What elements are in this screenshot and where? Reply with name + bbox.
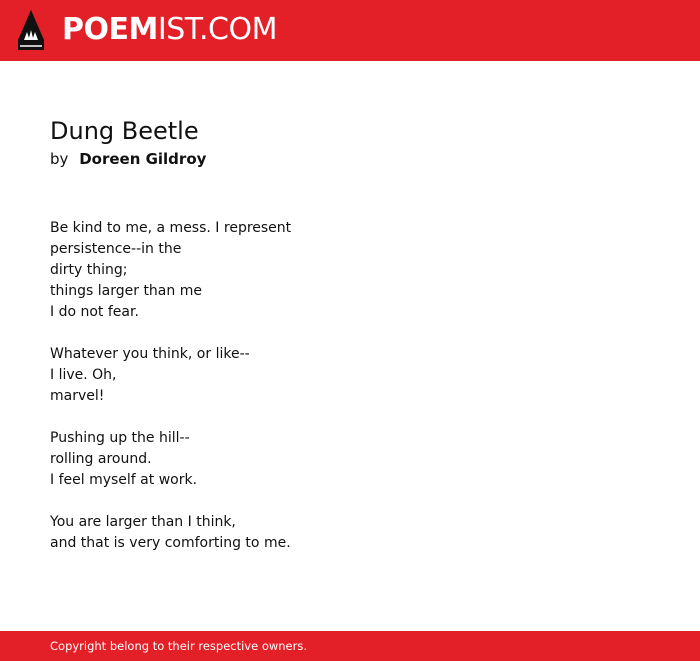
poem-line: Whatever you think, or like-- [50, 346, 250, 362]
poem-line: I feel myself at work. [50, 472, 198, 488]
poem-line: Be kind to me, a mess. I represent [50, 220, 292, 236]
poem-line: rolling around. [50, 451, 152, 467]
poem-line: Pushing up the hill-- [50, 430, 190, 446]
poem-line: dirty thing; [50, 262, 128, 278]
poem-line: You are larger than I think, [50, 514, 236, 530]
poem-line: I do not fear. [50, 304, 139, 320]
poem-title: Dung Beetle [50, 117, 199, 145]
brand-bold: POEM [62, 12, 158, 47]
poem-byline [50, 149, 206, 169]
brand-light: IST.COM [157, 12, 277, 47]
poem-line: and that is very comforting to me. [50, 535, 291, 551]
site-logo-text[interactable] [62, 12, 277, 48]
stanza [50, 218, 450, 323]
poem-line: marvel! [50, 388, 105, 404]
poem-line: I live. Oh, [50, 367, 117, 383]
pencil-tip-icon[interactable] [18, 10, 44, 50]
stanza [50, 428, 450, 491]
author-name[interactable]: Doreen Gildroy [79, 150, 207, 168]
stanza [50, 512, 450, 554]
copyright-text: Copyright belong to their respective owners. [50, 639, 308, 653]
poem-body [50, 218, 450, 575]
poem-line: persistence--in the [50, 241, 182, 257]
by-label: by [50, 150, 69, 168]
site-footer [0, 631, 700, 661]
stanza [50, 344, 450, 407]
site-header [0, 0, 700, 61]
poem-line: things larger than me [50, 283, 202, 299]
